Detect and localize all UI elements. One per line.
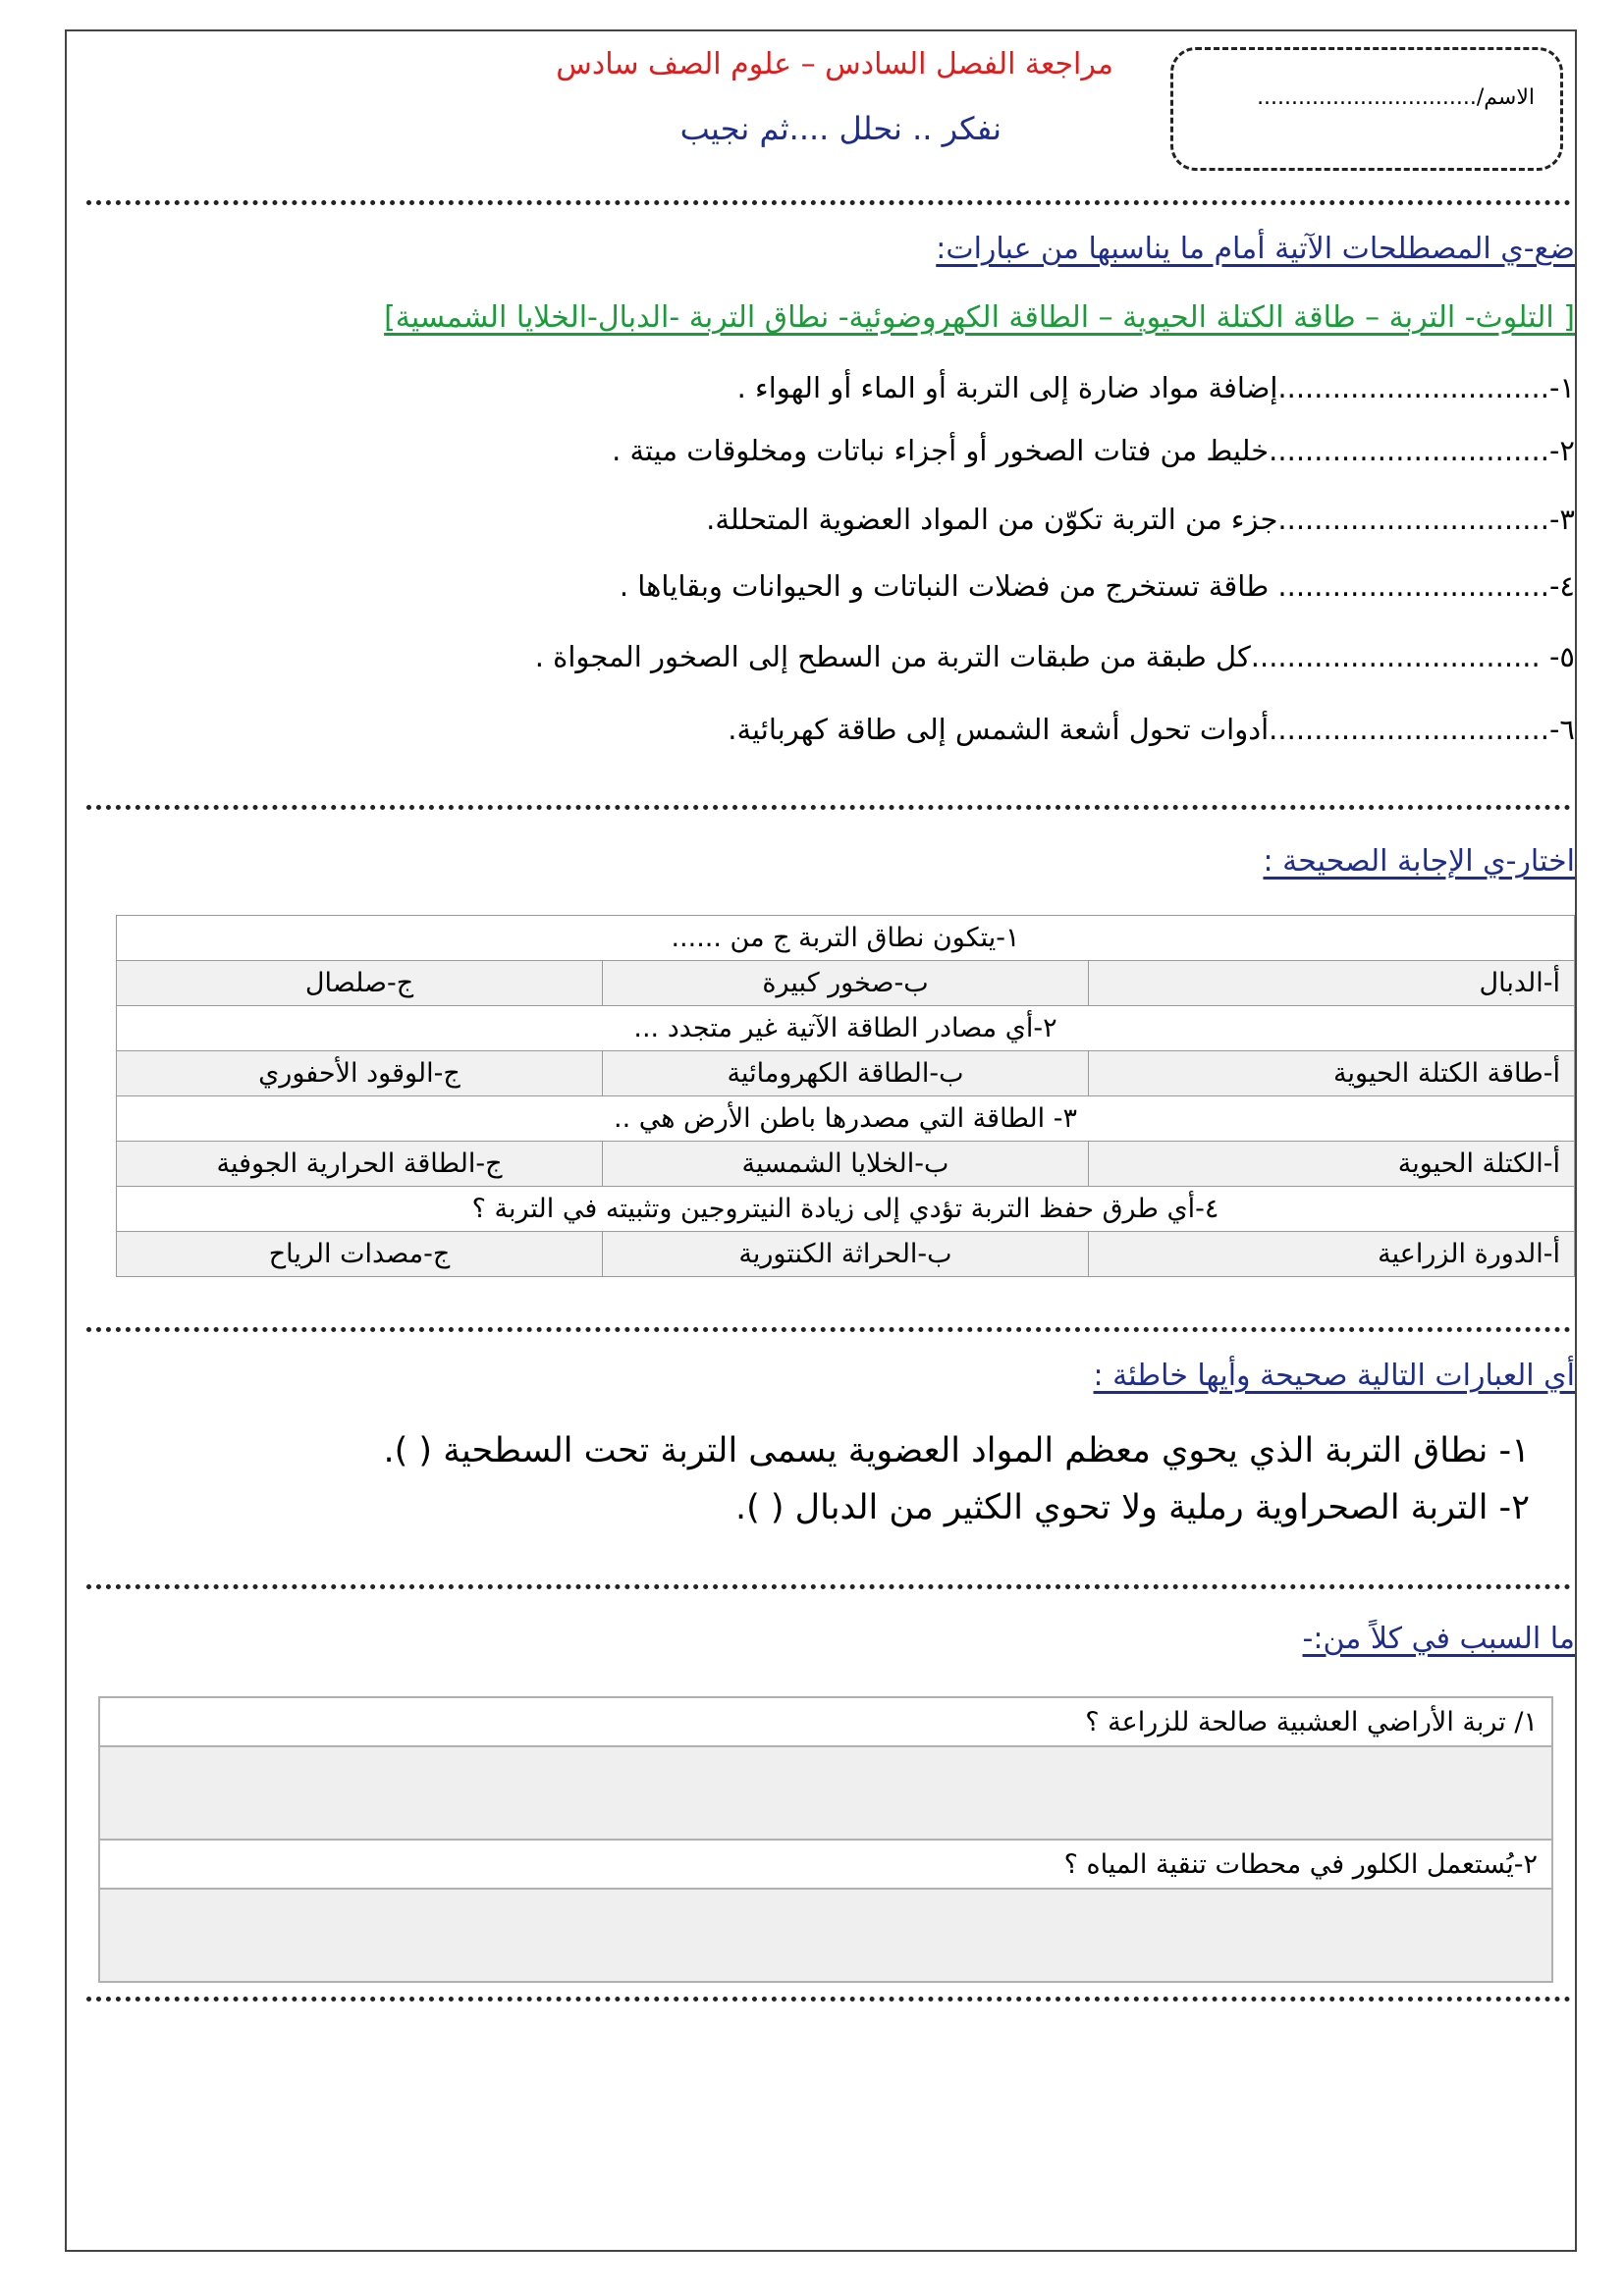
mc-option[interactable]: ب-الخلايا الشمسية <box>603 1142 1089 1187</box>
divider <box>86 1327 1571 1332</box>
mc-question-3: ٣- الطاقة التي مصدرها باطن الأرض هي .. <box>117 1096 1575 1142</box>
definition-item-4: ٤-.............................. طاقة تستخرج من فضلات النباتات و الحيوانات وبقاياها . <box>619 569 1575 603</box>
reason-table <box>98 1696 1553 1983</box>
multiple-choice-table <box>116 915 1575 1277</box>
definition-item-1: ١-..............................إضافة مواد ضارة إلى التربة أو الماء أو الهواء . <box>736 371 1575 404</box>
definition-item-2: ٢-...............................خليط من فتات الصخور أو أجزاء نباتات ومخلوقات ميتة . <box>612 434 1575 467</box>
definition-item-6: ٦-...............................أدوات تحول أشعة الشمس إلى طاقة كهربائية. <box>728 713 1575 746</box>
mc-question-2: ٢-أي مصادر الطاقة الآتية غير متجدد ... <box>117 1006 1575 1051</box>
mc-question-1: ١-يتكون نطاق التربة ج من ...... <box>117 916 1575 961</box>
mc-option[interactable]: أ-الدورة الزراعية <box>1089 1232 1575 1277</box>
section1-heading: ضع-ي المصطلحات الآتية أمام ما يناسبها من عبارات: <box>936 232 1575 266</box>
mc-option[interactable]: ب-الطاقة الكهرومائية <box>603 1051 1089 1096</box>
true-false-item-2: ٢- التربة الصحراوية رملية ولا تحوي الكثير من الدبال ( ). <box>734 1488 1530 1527</box>
page-title: مراجعة الفصل السادس – علوم الصف سادس <box>556 47 1113 81</box>
definition-item-3: ٣-..............................جزء من التربة تكوّن من المواد العضوية المتحللة. <box>706 503 1575 536</box>
true-false-item-1: ١- نطاق التربة الذي يحوي معظم المواد العضوية يسمى التربة تحت السطحية ( ). <box>383 1431 1530 1470</box>
mc-option[interactable]: ج-الوقود الأحفوري <box>117 1051 603 1096</box>
divider <box>86 1584 1571 1589</box>
reason-question-1: ١/ تربة الأراضي العشبية صالحة للزراعة ؟ <box>99 1697 1552 1746</box>
mc-option[interactable]: أ-الكتلة الحيوية <box>1089 1142 1575 1187</box>
mc-option[interactable]: ج-الطاقة الحرارية الجوفية <box>117 1142 603 1187</box>
mc-option[interactable]: أ-الدبال <box>1089 961 1575 1006</box>
mc-option[interactable]: ج-مصدات الرياح <box>117 1232 603 1277</box>
page-motto: نفكر .. نحلل ....ثم نجيب <box>679 110 1001 147</box>
mc-option[interactable]: ب-الحراثة الكنتورية <box>603 1232 1089 1277</box>
section3-heading: أي العبارات التالية صحيحة وأيها خاطئة : <box>1093 1359 1575 1393</box>
mc-question-4: ٤-أي طرق حفظ التربة تؤدي إلى زيادة النيتروجين وتثبيته في التربة ؟ <box>117 1187 1575 1232</box>
divider <box>86 1997 1571 2002</box>
name-box[interactable] <box>1170 47 1563 171</box>
definition-item-5: ٥- ................................كل طبقة من طبقات التربة من السطح إلى الصخور المجواة . <box>534 640 1575 673</box>
divider <box>86 805 1571 810</box>
mc-option[interactable]: ب-صخور كبيرة <box>603 961 1089 1006</box>
divider <box>86 200 1571 205</box>
word-bank: [ التلوث- التربة – طاقة الكتلة الحيوية – الطاقة الكهروضوئية- نطاق التربة -الدبال-الخلايا الشمسية] <box>384 300 1575 335</box>
reason-question-2: ٢-يُستعمل الكلور في محطات تنقية المياه ؟ <box>99 1840 1552 1889</box>
answer-area-2[interactable] <box>99 1889 1552 1982</box>
mc-option[interactable]: أ-طاقة الكتلة الحيوية <box>1089 1051 1575 1096</box>
answer-area-1[interactable] <box>99 1746 1552 1840</box>
section2-heading: اختار-ي الإجابة الصحيحة : <box>1263 844 1575 879</box>
name-label: الاسم/................................ <box>1257 85 1535 110</box>
section4-heading: ما السبب في كلاً من:- <box>1302 1622 1575 1656</box>
mc-option[interactable]: ج-صلصال <box>117 961 603 1006</box>
